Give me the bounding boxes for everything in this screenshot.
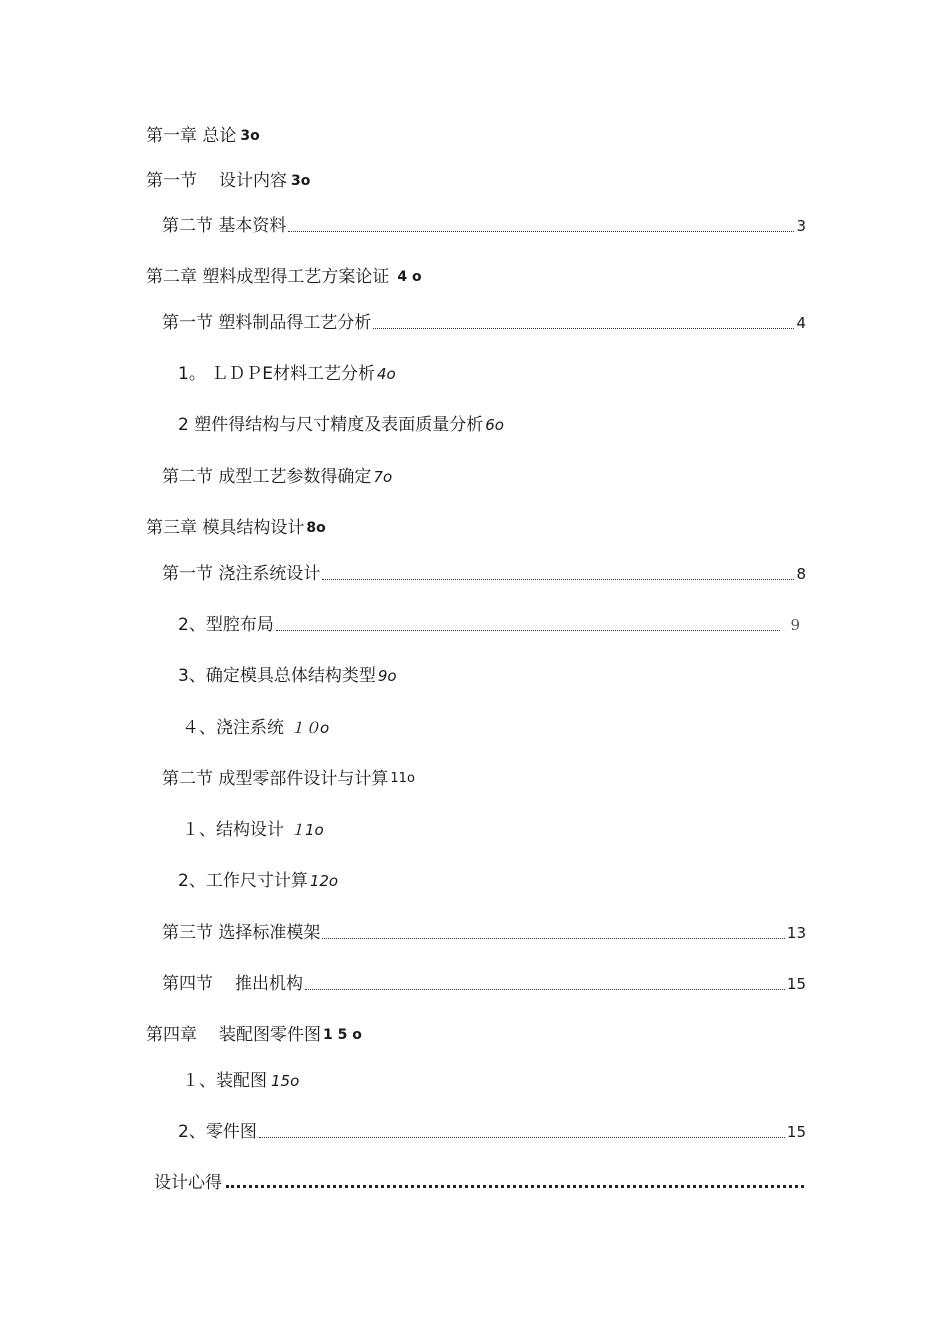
toc-entry-title: 第一章 总论 [146, 126, 237, 146]
toc-entry-title: 第二节 基本资料 [162, 216, 287, 236]
toc-entry-title: 第二节 成型工艺参数得确定 [162, 467, 372, 487]
toc-entry-page: 4 o [397, 269, 422, 285]
toc-entry-chapter-4[interactable] [146, 1022, 362, 1048]
toc-entry-page: 9o [377, 667, 397, 685]
toc-entry-title: 第二章 塑料成型得工艺方案论证 [146, 267, 390, 287]
toc-entry-page: 15o [271, 1072, 300, 1090]
toc-entry-item-4-1[interactable] [182, 1068, 299, 1094]
toc-entry-title: 2、工作尺寸计算 [178, 871, 308, 891]
toc-entry-page: 3o [240, 128, 260, 144]
toc-entry-section-1-1[interactable] [146, 168, 310, 194]
toc-entry-item-4-2[interactable] [178, 1119, 806, 1145]
toc-entry-title: 第四节 [162, 974, 213, 994]
toc-entry-title: 3、确定模具总体结构类型 [178, 666, 376, 686]
toc-leader [305, 989, 785, 990]
toc-entry-item-2-1-1[interactable] [178, 361, 396, 387]
toc-entry-title: 设计心得 [154, 1173, 222, 1193]
toc-entry-page: 7o [373, 468, 393, 486]
toc-leader [322, 938, 785, 939]
toc-entry-item-3-2-2[interactable] [178, 868, 338, 894]
toc-entry-item-3-1-4[interactable] [182, 715, 329, 741]
toc-entry-title: 第一节 浇注系统设计 [162, 564, 321, 584]
toc-entry-title: 第一节 [146, 171, 197, 191]
toc-leader [322, 579, 794, 580]
toc-entry-item-3-2-1[interactable] [182, 817, 324, 843]
toc-entry-page: 1 5 o [323, 1027, 362, 1043]
toc-entry-section-3-4[interactable] [162, 971, 806, 997]
toc-entry-chapter-3[interactable] [146, 515, 326, 541]
toc-entry-title-2: 装配图零件图 [219, 1025, 321, 1045]
toc-entry-section-2-2[interactable] [162, 464, 392, 490]
toc-entry-title: 第一节 塑料制品得工艺分析 [162, 313, 372, 333]
toc-entry-title: １、结构设计 [182, 820, 284, 840]
toc-entry-page: 3o [291, 173, 311, 189]
toc-entry-title-2: 推出机构 [235, 974, 303, 994]
toc-leader [276, 630, 781, 631]
toc-leader [226, 1185, 804, 1188]
toc-entry-title-2: 设计内容 [219, 171, 287, 191]
toc-entry-page: 3 [796, 217, 806, 235]
toc-leader [259, 1137, 785, 1138]
toc-entry-title: １、装配图 [182, 1071, 267, 1091]
toc-leader [288, 231, 794, 232]
toc-leader [373, 328, 794, 329]
toc-entry-section-3-3[interactable] [162, 920, 806, 946]
toc-entry-page: 15 [786, 1123, 806, 1141]
toc-entry-section-3-1[interactable] [162, 561, 806, 587]
toc-entry-title: 2 塑件得结构与尺寸精度及表面质量分析 [178, 415, 484, 435]
toc-entry-page: 4 [796, 314, 806, 332]
toc-entry-section-1-2[interactable] [162, 213, 806, 239]
toc-entry-item-3-1-3[interactable] [178, 663, 397, 689]
toc-entry-section-2-1[interactable] [162, 310, 806, 336]
toc-entry-page: １０o [290, 719, 330, 737]
toc-entry-page: 11o [390, 771, 415, 786]
toc-entry-page: 8 [796, 565, 806, 583]
toc-entry-page: 4o [376, 365, 396, 383]
toc-entry-page: 13 [786, 924, 806, 942]
toc-entry-item-2-1-2[interactable] [178, 412, 504, 438]
toc-entry-title: 第二节 成型零部件设计与计算 [162, 769, 389, 789]
toc-entry-page: １1o [290, 821, 324, 839]
toc-entry-item-3-1-2[interactable] [178, 612, 800, 638]
toc-entry-chapter-2[interactable] [146, 264, 422, 290]
toc-entry-summary[interactable] [154, 1170, 804, 1196]
toc-entry-page: 12o [309, 872, 339, 890]
toc-entry-chapter-1[interactable] [146, 123, 260, 149]
toc-entry-page: 6o [485, 416, 504, 434]
toc-entry-title: 第四章 [146, 1025, 197, 1045]
toc-entry-page: 9 [790, 616, 800, 634]
toc-entry-title: 第三节 选择标准模架 [162, 923, 321, 943]
toc-entry-title: 第三章 模具结构设计 [146, 518, 305, 538]
toc-entry-title: 1。 ＬＤＰE材料工艺分析 [178, 364, 375, 384]
toc-entry-page: 8o [306, 520, 326, 536]
toc-entry-section-3-2[interactable] [162, 766, 415, 792]
toc-entry-title: ４、浇注系统 [182, 718, 284, 738]
toc-entry-title: 2、零件图 [178, 1122, 257, 1142]
toc-entry-title: 2、型腔布局 [178, 615, 274, 635]
toc-entry-page: 15 [786, 975, 806, 993]
